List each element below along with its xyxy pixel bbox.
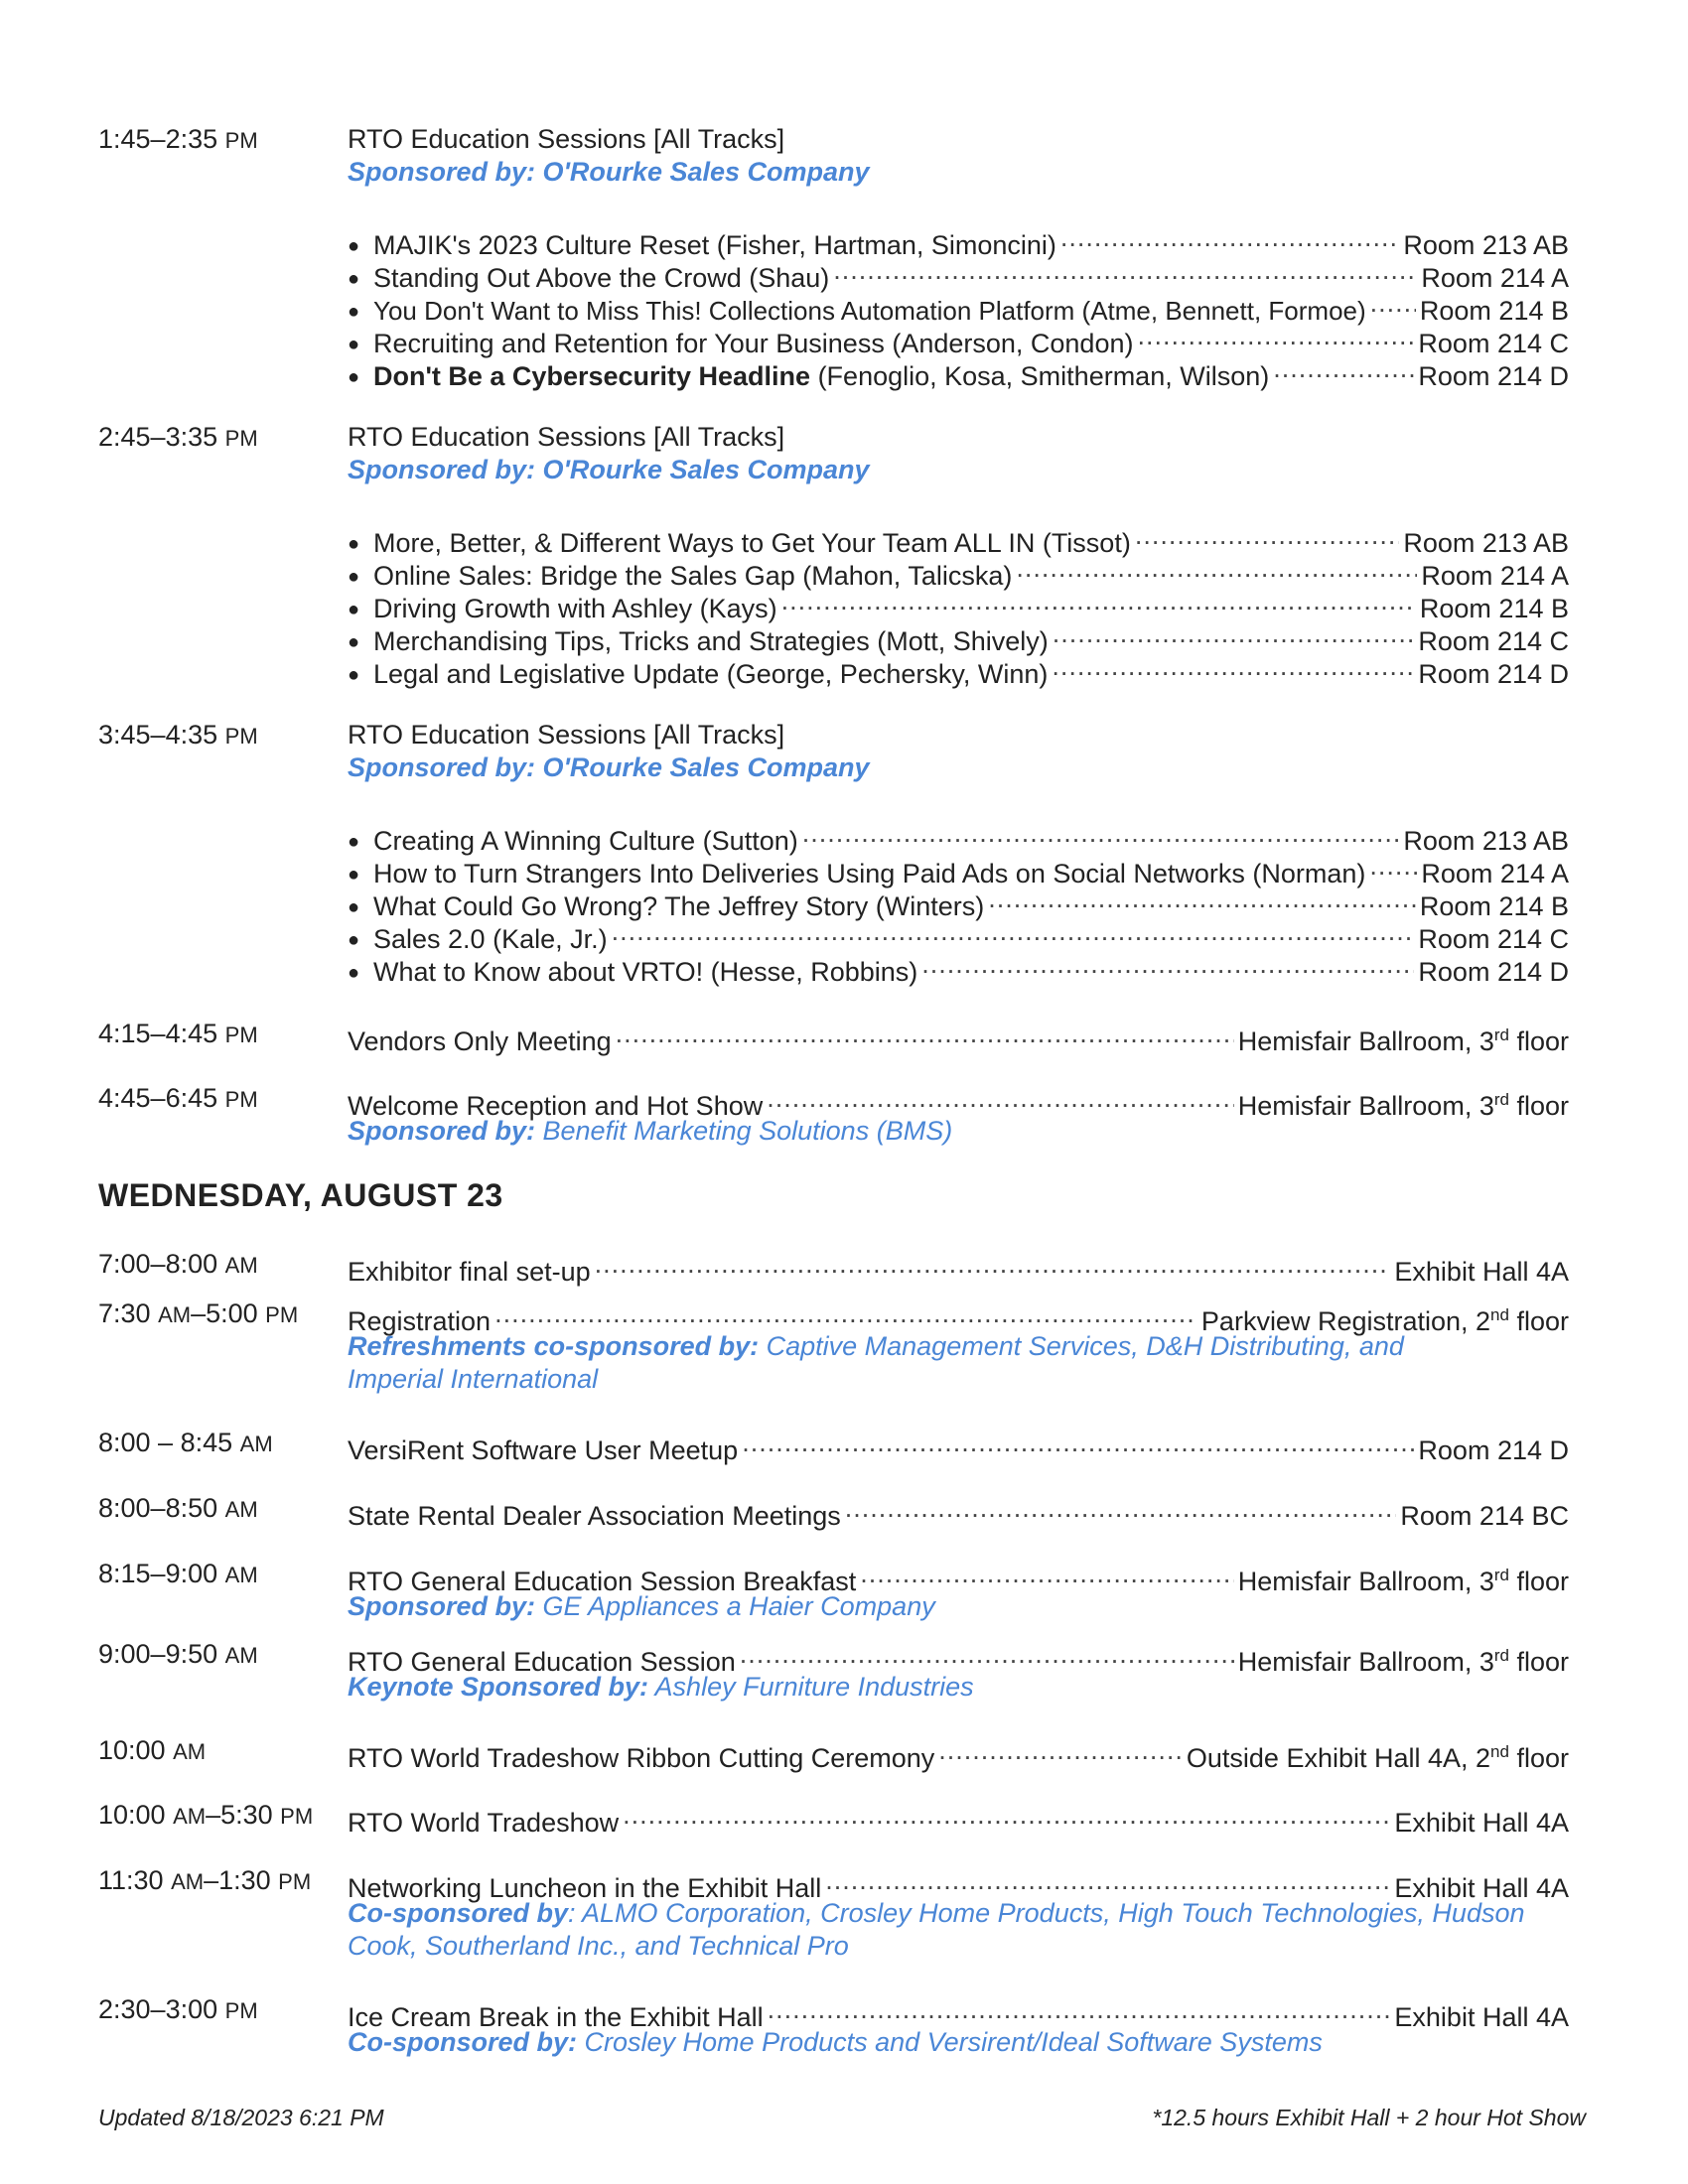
- event-line: Networking Luncheon in the Exhibit Hall ..... Exhibit Hall 4A: [348, 1864, 1569, 1897]
- session-time: 3:45–4:35 PM: [98, 720, 258, 750]
- session-time: 8:00–8:50 AM: [98, 1493, 258, 1523]
- session-item: ● What Could Go Wrong? The Jeffrey Story (Winters) ..... Room 214 B: [348, 883, 1569, 915]
- session-title: RTO Education Sessions [All Tracks]: [348, 422, 785, 452]
- sponsor-line: Keynote Sponsored by: Ashley Furniture Industries: [348, 1672, 974, 1702]
- session-time: 8:00 – 8:45 AM: [98, 1428, 273, 1457]
- session-title: RTO Education Sessions [All Tracks]: [348, 124, 785, 154]
- session-time: 10:00 AM: [98, 1735, 207, 1765]
- session-item: ● MAJIK's 2023 Culture Reset (Fisher, Hartman, Simoncini) ..... Room 213 AB: [348, 221, 1569, 254]
- session-item: ● What to Know about VRTO! (Hesse, Robbins) ..... Room 214 D: [348, 948, 1569, 981]
- event-line: State Rental Dealer Association Meetings ..... Room 214 BC: [348, 1492, 1569, 1525]
- event-line: RTO General Education Session ..... Hemisfair Ballroom, 3rd floor: [348, 1638, 1569, 1671]
- session-item: ● How to Turn Strangers Into Deliveries Using Paid Ads on Social Networks (Norman) ..... Room 214 A: [348, 850, 1569, 883]
- session-item: ● Don't Be a Cybersecurity Headline (Fenoglio, Kosa, Smitherman, Wilson) ..... Room 214 D: [348, 352, 1569, 385]
- sponsor-line: Sponsored by: O'Rourke Sales Company: [348, 752, 870, 782]
- session-item: ● Merchandising Tips, Tricks and Strategies (Mott, Shively) ..... Room 214 C: [348, 617, 1569, 650]
- session-time: 9:00–9:50 AM: [98, 1639, 258, 1669]
- event-line: Vendors Only Meeting ..... Hemisfair Ballroom, 3rd floor: [348, 1018, 1569, 1050]
- footer-note: *12.5 hours Exhibit Hall + 2 hour Hot Show: [1152, 2105, 1586, 2130]
- sponsor-line: Co-sponsored by: ALMO Corporation, Crosley Home Products, High Touch Technologies, Hudson: [348, 1898, 1525, 1928]
- sponsor-line: Cook, Southerland Inc., and Technical Pro: [348, 1931, 849, 1961]
- session-item: ● Sales 2.0 (Kale, Jr.) ..... Room 214 C: [348, 915, 1569, 948]
- sponsor-line: Imperial International: [348, 1364, 599, 1394]
- session-item: ● Driving Growth with Ashley (Kays) ..... Room 214 B: [348, 585, 1569, 617]
- event-line: VersiRent Software User Meetup ..... Room 214 D: [348, 1427, 1569, 1459]
- event-line: Ice Cream Break in the Exhibit Hall ..... Exhibit Hall 4A: [348, 1993, 1569, 2026]
- session-time: 2:30–3:00 PM: [98, 1994, 258, 2024]
- session-time: 7:00–8:00 AM: [98, 1249, 258, 1279]
- session-time: 4:45–6:45 PM: [98, 1083, 258, 1113]
- session-time: 11:30 AM–1:30 PM: [98, 1865, 312, 1895]
- event-line: Exhibitor final set-up ..... Exhibit Hall 4A: [348, 1248, 1569, 1281]
- session-item: ● Creating A Winning Culture (Sutton) ..... Room 213 AB: [348, 817, 1569, 850]
- sponsor-line: Sponsored by: Benefit Marketing Solutions (BMS): [348, 1116, 953, 1146]
- sponsor-line: Sponsored by: O'Rourke Sales Company: [348, 157, 870, 187]
- session-time: 8:15–9:00 AM: [98, 1559, 258, 1588]
- sponsor-line: Refreshments co-sponsored by: Captive Management Services, D&H Distributing, and: [348, 1331, 1404, 1361]
- event-line: Welcome Reception and Hot Show ..... Hemisfair Ballroom, 3rd floor: [348, 1082, 1569, 1115]
- session-time: 1:45–2:35 PM: [98, 124, 258, 154]
- session-item: ● Legal and Legislative Update (George, Pechersky, Winn) ..... Room 214 D: [348, 650, 1569, 683]
- day-heading: WEDNESDAY, AUGUST 23: [98, 1177, 503, 1213]
- session-time: 4:15–4:45 PM: [98, 1019, 258, 1048]
- session-title: RTO Education Sessions [All Tracks]: [348, 720, 785, 750]
- event-line: Registration ..... Parkview Registration, 2nd floor: [348, 1297, 1569, 1330]
- event-line: RTO General Education Session Breakfast ..... Hemisfair Ballroom, 3rd floor: [348, 1558, 1569, 1590]
- session-time: 10:00 AM–5:30 PM: [98, 1800, 314, 1830]
- footer-updated: Updated 8/18/2023 6:21 PM: [98, 2105, 384, 2130]
- event-line: RTO World Tradeshow ..... Exhibit Hall 4A: [348, 1799, 1569, 1832]
- session-item: ● More, Better, & Different Ways to Get Your Team ALL IN (Tissot) ..... Room 213 AB: [348, 519, 1569, 552]
- event-line: RTO World Tradeshow Ribbon Cutting Ceremony ..... Outside Exhibit Hall 4A, 2nd floor: [348, 1734, 1569, 1767]
- sponsor-line: Co-sponsored by: Crosley Home Products and Versirent/Ideal Software Systems: [348, 2027, 1323, 2057]
- session-time: 7:30 AM–5:00 PM: [98, 1298, 299, 1328]
- session-item: ● You Don't Want to Miss This! Collections Automation Platform (Atme, Bennett, Formoe) ..... Room 214 B: [348, 287, 1569, 320]
- session-item: ● Online Sales: Bridge the Sales Gap (Mahon, Talicska) ..... Room 214 A: [348, 552, 1569, 585]
- sponsor-line: Sponsored by: O'Rourke Sales Company: [348, 455, 870, 484]
- session-time: 2:45–3:35 PM: [98, 422, 258, 452]
- session-item: ● Standing Out Above the Crowd (Shau) ..... Room 214 A: [348, 254, 1569, 287]
- sponsor-line: Sponsored by: GE Appliances a Haier Company: [348, 1591, 935, 1621]
- session-item: ● Recruiting and Retention for Your Business (Anderson, Condon) ..... Room 214 C: [348, 320, 1569, 352]
